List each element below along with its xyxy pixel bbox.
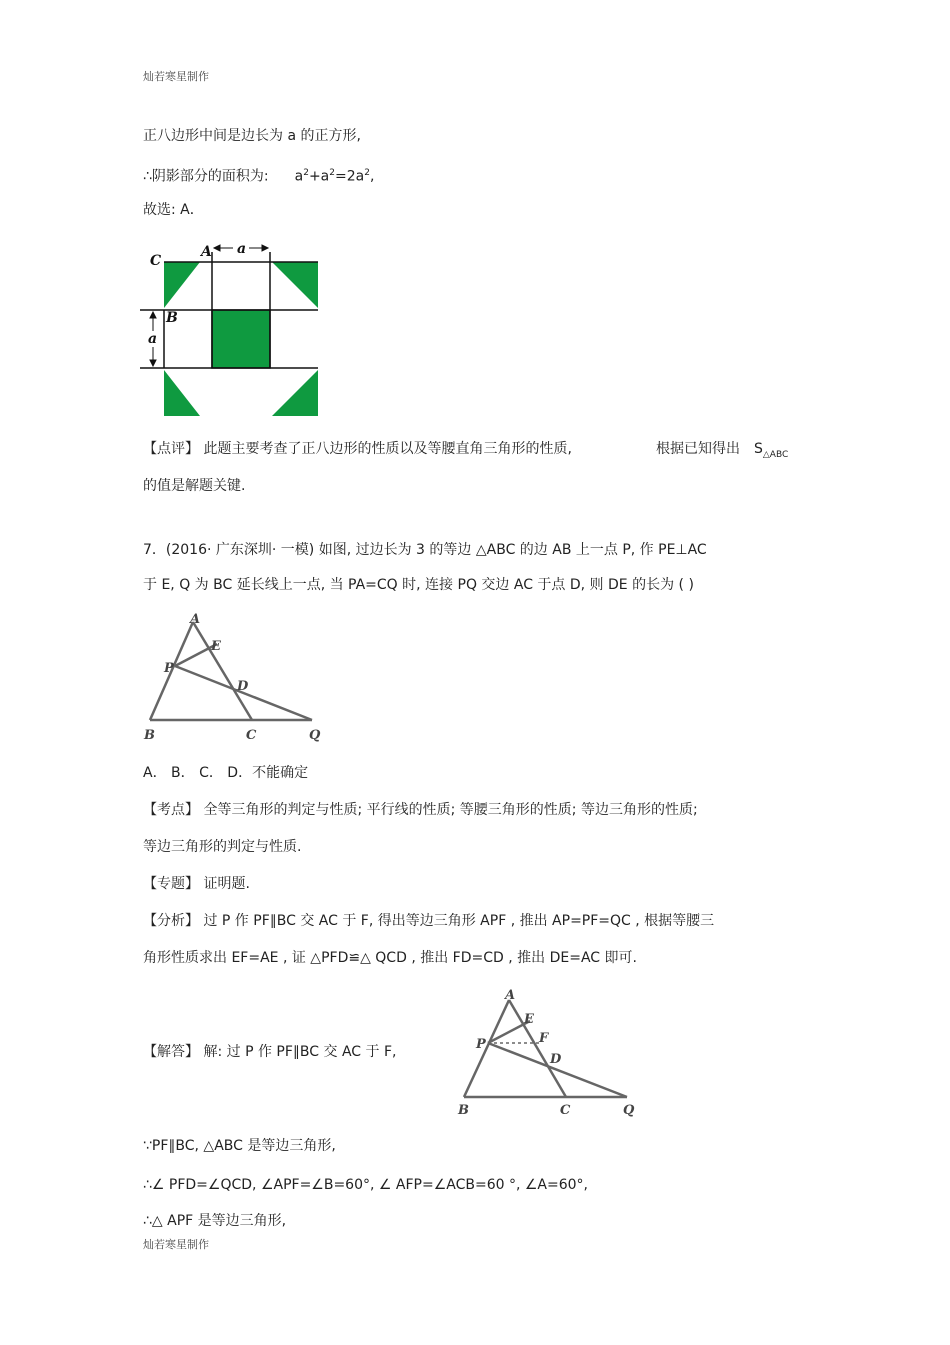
label-a-top: a	[237, 241, 247, 257]
comment-line-2: 的值是解题关键.	[143, 478, 246, 494]
fenxi-line	[143, 912, 714, 930]
label-a-left: a	[148, 331, 158, 347]
fenxi-line-2: 角形性质求出 EF=AE , 证 △PFD≌△ QCD , 推出 FD=CD , 推出 DE=AC 即可.	[143, 950, 637, 966]
formula-sup1: 2	[303, 168, 309, 178]
solution-step-3: ∴△ APF 是等边三角形,	[143, 1213, 287, 1229]
formula-a1: a	[294, 168, 304, 185]
triangle-figure-with-f	[450, 985, 645, 1120]
formula-end: ,	[369, 168, 375, 185]
shaded-area-prefix: ∴阴影部分的面积为:	[143, 168, 269, 185]
kaodian-label: 【考点】	[143, 802, 199, 818]
green-square	[212, 310, 270, 368]
jieda-line	[143, 1043, 396, 1061]
page-footer: 灿若寒星制作	[143, 1238, 209, 1251]
label-C: C	[246, 728, 257, 743]
label-Q: Q	[623, 1103, 635, 1118]
label-Q: Q	[309, 728, 321, 743]
label-B: B	[144, 728, 155, 743]
question-7-line-1: 7．(2016· 广东深圳· 一模) 如图, 过边长为 3 的等边 △ABC 的边 AB 上一点 P, 作 PE⊥AC	[143, 542, 707, 558]
comment-label: 【点评】	[143, 441, 199, 457]
comment-right	[656, 440, 788, 464]
comment-right-text: 根据已知得出	[656, 441, 740, 457]
triangle-figure	[140, 610, 340, 745]
label-C: C	[150, 253, 162, 269]
label-D: D	[550, 1052, 562, 1067]
line-octagon-square: 正八边形中间是边长为 a 的正方形,	[143, 128, 361, 144]
label-E: E	[211, 639, 221, 654]
formula-plus: +a	[308, 168, 330, 185]
green-triangle-top-left	[164, 262, 200, 308]
solution-step-2: ∴∠ PFD=∠QCD, ∠APF=∠B=60°, ∠ AFP=∠ACB=60 °, ∠A=60°,	[143, 1177, 588, 1193]
formula-sup3: 2	[364, 168, 370, 178]
comment-line	[143, 440, 572, 458]
comment-text: 此题主要考查了正八边形的性质以及等腰直角三角形的性质,	[203, 441, 572, 457]
label-C: C	[560, 1103, 571, 1118]
label-B: B	[166, 310, 178, 326]
solution-step-1: ∵PF∥BC, △ABC 是等边三角形,	[143, 1138, 336, 1154]
kaodian-line-2: 等边三角形的判定与性质.	[143, 839, 302, 855]
line-shaded-area	[143, 164, 374, 186]
kaodian-text: 全等三角形的判定与性质; 平行线的性质; 等腰三角形的性质; 等边三角形的性质;	[203, 802, 698, 818]
jieda-label: 【解答】	[143, 1044, 199, 1060]
question-7-line-2: 于 E, Q 为 BC 延长线上一点, 当 PA=CQ 时, 连接 PQ 交边 AC 于点 D, 则 DE 的长为 ( )	[143, 577, 694, 593]
fenxi-label: 【分析】	[143, 913, 199, 929]
jieda-text: 解: 过 P 作 PF∥BC 交 AC 于 F,	[203, 1044, 397, 1060]
green-triangle-top-right	[272, 262, 318, 308]
zhuanti-label: 【专题】	[143, 876, 199, 892]
zhuanti-text: 证明题.	[203, 876, 250, 892]
label-A: A	[505, 988, 516, 1003]
page-header: 灿若寒星制作	[143, 70, 209, 83]
formula-eq: =2a	[335, 168, 365, 185]
formula-sup2: 2	[329, 168, 335, 178]
label-P: P	[476, 1037, 486, 1052]
kaodian-line	[143, 801, 698, 819]
label-A: A	[190, 612, 201, 627]
answer-options: A． B． C． D．不能确定	[143, 765, 309, 781]
fenxi-text: 过 P 作 PF∥BC 交 AC 于 F, 得出等边三角形 APF , 推出 AP=PF=QC , 根据等腰三	[203, 913, 715, 929]
comment-s: S	[754, 441, 763, 457]
line-answer-a: 故选: A．	[143, 202, 204, 218]
green-triangle-bottom-left	[164, 370, 200, 416]
label-A: A	[201, 244, 212, 260]
label-D: D	[237, 679, 249, 694]
octagon-figure	[140, 238, 330, 420]
zhuanti-line	[143, 875, 250, 893]
label-E: E	[524, 1012, 534, 1027]
green-triangle-bottom-right	[272, 370, 318, 416]
label-B: B	[458, 1103, 469, 1118]
label-F: F	[539, 1031, 549, 1046]
comment-sub: △ABC	[762, 449, 789, 460]
label-P: P	[164, 661, 174, 676]
